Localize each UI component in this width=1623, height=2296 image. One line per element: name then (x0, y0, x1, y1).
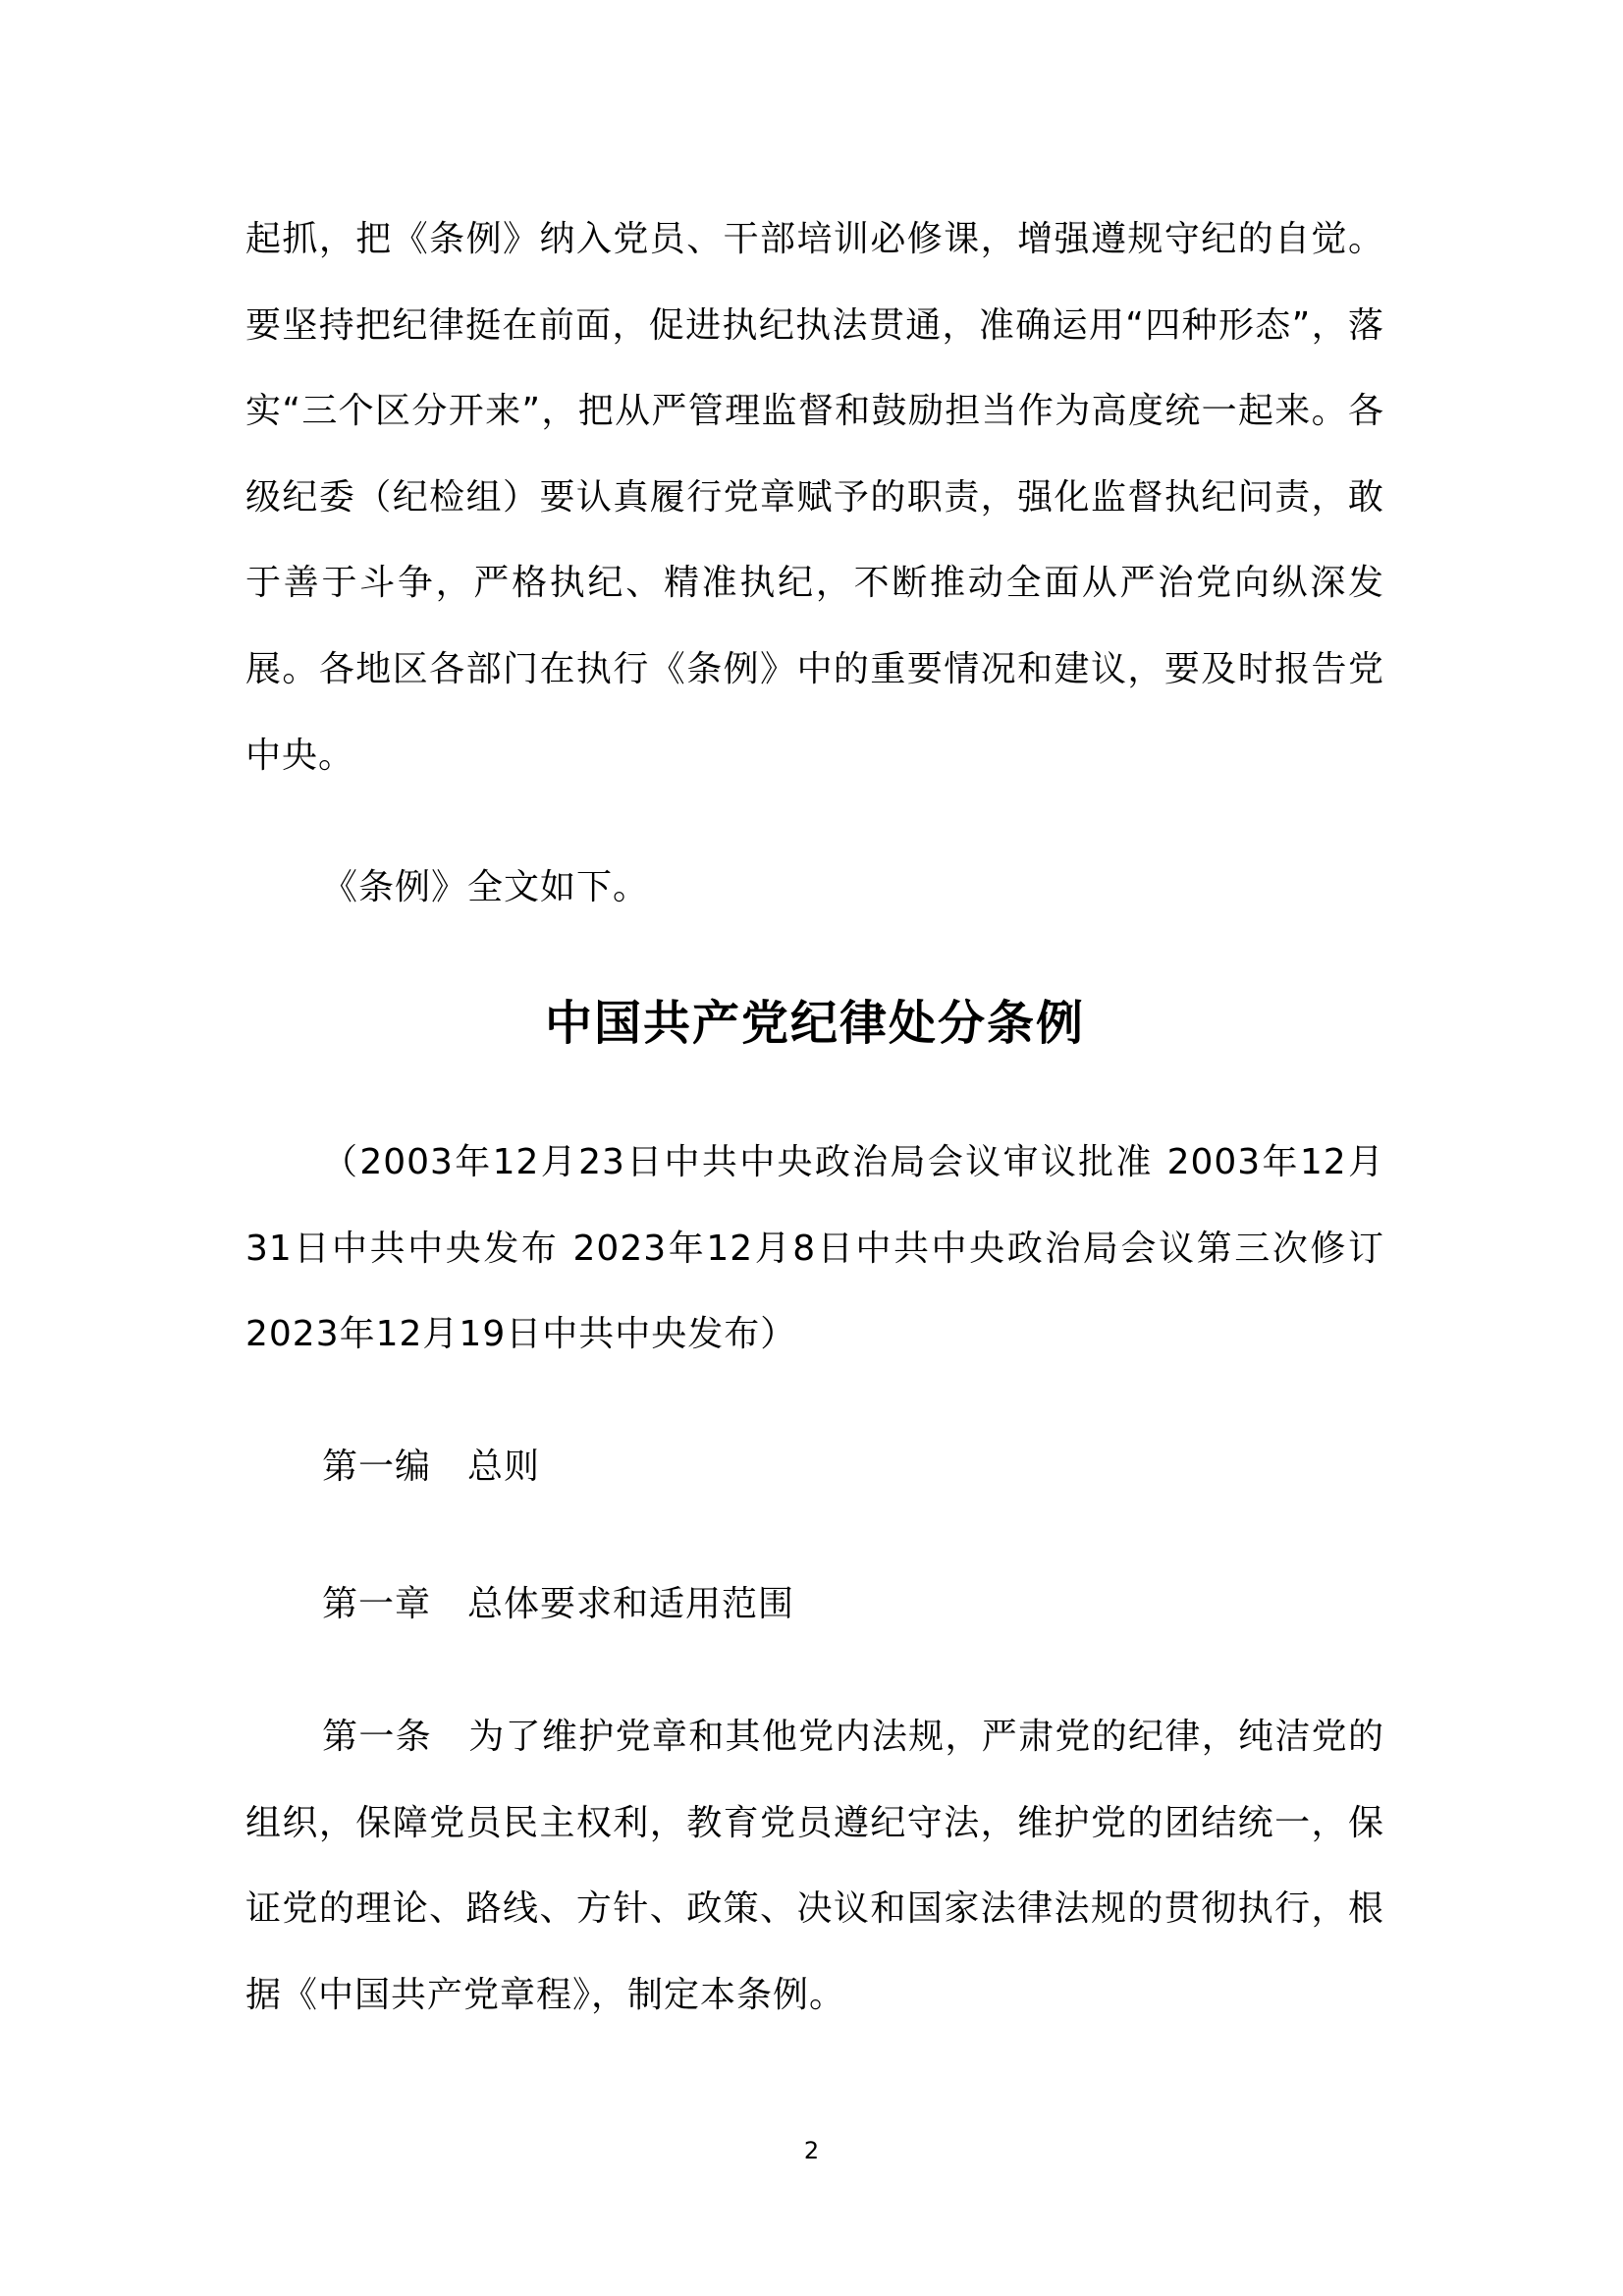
page-number: 2 (803, 2137, 820, 2164)
paragraph-fulltext-intro: 《条例》全文如下。 (322, 867, 650, 907)
chapter-heading: 第一章 总体要求和适用范围 (322, 1584, 795, 1624)
document-title: 中国共产党纪律处分条例 (544, 996, 1085, 1051)
paragraph-continuation: 起抓，把《条例》纳入党员、干部培训必修课，增强遵规守纪的自觉。要坚持把纪律挺在前面，促进执纪执法贯通，准确运用“四种形态”，落实“三个区分开来”，把从严管理监督和鼓励担当作为高度统一起来。各级纪委（纪检组）要认真履行党章赋予的职责，强化监督执纪问责，敢于善于斗争，严格执纪、精准执纪，不断推动全面从严治党向纵深发展。各地区各部门在执行《条例》中的重要情况和建议，要及时报告党中央。 (245, 219, 1384, 776)
part-heading: 第一编 总则 (322, 1447, 541, 1487)
paragraph-revision-dates: （2003年12月23日中共中央政治局会议审议批准 2003年12月31日中共中央发布 2023年12月8日中共中央政治局会议第三次修订 2023年12月19日中共中央发布） (245, 1142, 1384, 1355)
article-1: 第一条 为了维护党章和其他党内法规，严肃党的纪律，纯洁党的组织，保障党员民主权利，教育党员遵纪守法，维护党的团结统一，保证党的理论、路线、方针、政策、决议和国家法律法规的贯彻执行，根据《中国共产党章程》，制定本条例。 (245, 1717, 1384, 2015)
